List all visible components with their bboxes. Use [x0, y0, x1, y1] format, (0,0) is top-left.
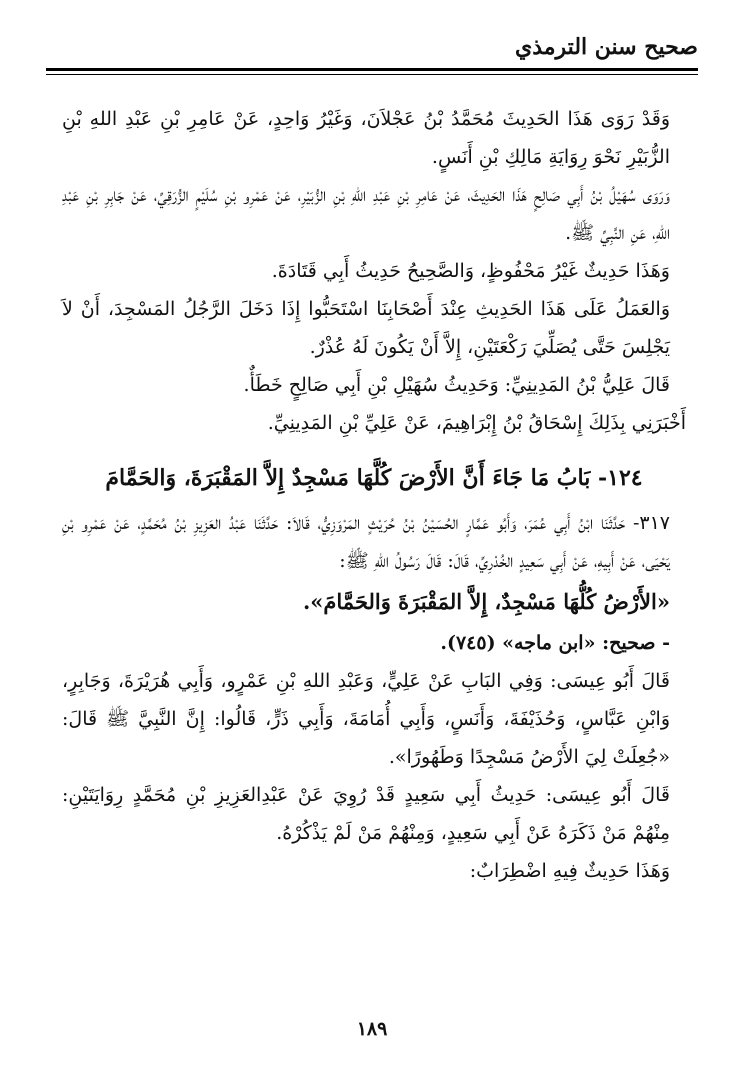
commentary-2: قَالَ أَبُو عِيسَى: حَدِيثُ أَبِي سَعِيدٍ قَدْ رُوِيَ عَنْ عَبْدِالعَزِيزِ بْنِ مُحَمَّدٍ رِوَايَتَيْنِ: مِنْهُمْ مَنْ ذَكَرَهُ عَنْ أَبِي سَعِيدٍ، وَمِنْهُمْ مَنْ لَمْ يَذْكُرْهُ. — [62, 784, 670, 844]
paragraph-5: قَالَ عَلِيُّ بْنُ المَدِينِيِّ: وَحَدِيثُ سُهَيْلِ بْنِ أَبِي صَالِحٍ خَطَأٌ. — [243, 374, 670, 396]
hadith-isnad: ٣١٧- حَدَّثَنَا ابْنُ أَبِي عُمَرَ، وَأَبُو عَمَّارٍ الحُسَيْنُ بْنُ حُرَيْثٍ المَرْوَزِيُّ، قَالاَ: حَدَّثَنَا عَبْدُ العَزِيزِ بْنُ مُحَمَّدٍ، عَنْ عَمْرِو بْنِ يَحْيَى، عَنْ أَبِيهِ، عَنْ أَبِي سَعِيدٍ الخُدْرِيِّ، قَالَ: قَالَ رَسُولُ اللهِ ﷺ: — [62, 512, 670, 572]
hadith-matn: «الأَرْضُ كُلُّهَا مَسْجِدٌ، إِلاَّ المَقْبَرَةَ وَالحَمَّامَ». — [302, 589, 670, 614]
paragraph-6: أَخْبَرَنِي بِذَلِكَ إِسْحَاقُ بْنُ إِبْرَاهِيمَ، عَنْ عَلِيِّ بْنِ المَدِينِيِّ. — [267, 412, 686, 434]
commentary-3: وَهَذَا حَدِيثٌ فِيهِ اضْطِرَابٌ: — [469, 860, 670, 882]
page-body — [62, 100, 686, 890]
paragraph-4: وَالعَمَلُ عَلَى هَذَا الحَدِيثِ عِنْدَ أَصْحَابِنَا اسْتَحَبُّوا إِذَا دَخَلَ الرَّجُلُ المَسْجِدَ، أَنْ لاَ يَجْلِسَ حَتَّى يُصَلِّيَ رَكْعَتَيْنِ، إِلاَّ أَنْ يَكُونَ لَهُ عُذْرٌ. — [62, 298, 670, 358]
page-number: ١٨٩ — [356, 1018, 388, 1040]
hadith-grade: - صحيح: «ابن ماجه» (٧٤٥). — [440, 632, 670, 654]
paragraph-2: وَرَوَى سُهَيْلُ بْنُ أَبِي صَالِحٍ هَذَا الحَدِيثَ، عَنْ عَامِرِ بْنِ عَبْدِ اللهِ بْنِ الزُّبَيْرِ، عَنْ عَمْرِو بْنِ سُلَيْمٍ الزُّرَقِيِّ، عَنْ جَابِرِ بْنِ عَبْدِ اللهِ، عَنِ النَّبِيِّ ﷺ. — [62, 184, 670, 244]
commentary-1: قَالَ أَبُو عِيسَى: وَفِي البَابِ عَنْ عَلِيٍّ، وَعَبْدِ اللهِ بْنِ عَمْرٍو، وَأَبِي هُرَيْرَةَ، وَجَابِرٍ، وَابْنِ عَبَّاسٍ، وَحُذَيْفَةَ، وَأَنَسٍ، وَأَبِي أُمَامَةَ، وَأَبِي ذَرٍّ، قَالُوا: إِنَّ النَّبِيَّ ﷺ قَالَ: «جُعِلَتْ لِيَ الأَرْضُ مَسْجِدًا وَطَهُورًا». — [62, 670, 670, 768]
chapter-heading: ١٢٤- بَابُ مَا جَاءَ أَنَّ الأَرْضَ كُلَّهَا مَسْجِدٌ إِلاَّ المَقْبَرَةَ، وَالحَمَّامَ — [105, 465, 643, 491]
paragraph-3: وَهَذَا حَدِيثٌ غَيْرُ مَحْفُوظٍ، وَالصَّحِيحُ حَدِيثُ أَبِي قَتَادَةَ. — [271, 260, 670, 282]
paragraph-1: وَقَدْ رَوَى هَذَا الحَدِيثَ مُحَمَّدُ بْنُ عَجْلاَنَ، وَغَيْرُ وَاحِدٍ، عَنْ عَامِرِ بْنِ عَبْدِ اللهِ بْنِ الزُّبَيْرِ نَحْوَ رِوَايَةِ مَالِكِ بْنِ أَنَسٍ. — [62, 108, 670, 168]
header-rule-thin — [46, 74, 698, 75]
header-rule-thick — [46, 68, 698, 71]
header-title: صحيح سنن الترمذي — [514, 34, 698, 60]
